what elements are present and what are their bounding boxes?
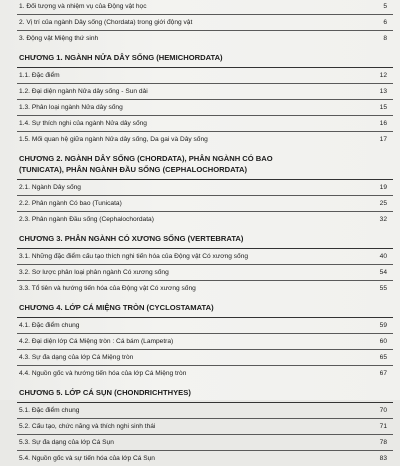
- toc-entry-title: 2.1. Ngành Dây sống: [19, 184, 81, 191]
- toc-entry-title: 4.1. Đặc điểm chung: [19, 322, 80, 329]
- toc-entry: [17, 435, 393, 451]
- toc-entry: [17, 366, 393, 381]
- toc-entry-title: 4.4. Nguồn gốc và hướng tiến hóa của lớp Cá Miệng tròn: [19, 370, 187, 377]
- toc-entry-title: 1.2. Đại diện ngành Nửa dây sống - Sun dải: [19, 88, 148, 95]
- toc-entry: [17, 334, 393, 350]
- toc-entry-title: 4.3. Sự đa dạng của lớp Cá Miệng tròn: [19, 354, 134, 361]
- toc-entry-title: 3.1. Những đặc điểm cấu tạo thích nghi tiến hóa của Động vật Có xương sống: [19, 253, 249, 260]
- toc-entry: [17, 265, 393, 281]
- chapter-heading: [17, 296, 393, 318]
- toc-entry: [17, 350, 393, 366]
- toc-entry-title: 2.3. Phân ngành Đầu sống (Cephalochordata): [19, 216, 154, 223]
- toc-entry: [17, 281, 393, 296]
- toc-entry: [17, 212, 393, 227]
- toc-entry-page: 13: [379, 88, 387, 95]
- chapter-heading: [17, 46, 393, 68]
- toc-entry-page: 67: [379, 370, 387, 377]
- chapter-heading-line: CHƯƠNG 4. LỚP CÁ MIỆNG TRÒN (CYCLOSTAMATA): [19, 303, 214, 312]
- toc-entry-title: 5.1. Đặc điểm chung: [19, 407, 80, 414]
- toc-entry: [17, 84, 393, 100]
- toc-entry-title: 3.2. Sơ lược phân loại phân ngành Có xương sống: [19, 269, 169, 276]
- toc-entry-page: 19: [379, 184, 387, 191]
- chapter-heading-line: (TUNICATA), PHÂN NGÀNH ĐẦU SỐNG (CEPHALOCHORDATA): [19, 165, 248, 174]
- toc-entry-page: 5: [383, 3, 387, 10]
- toc-entry: [17, 68, 393, 84]
- toc-entry-page: 70: [379, 407, 387, 414]
- toc-entry: [17, 180, 393, 196]
- toc-entry-title: 1.1. Đặc điểm: [19, 72, 60, 79]
- toc-entry: [17, 116, 393, 132]
- toc-entry-title: 4.2. Đại diện lớp Cá Miệng tròn : Cá bám (Lampetra): [19, 338, 174, 345]
- toc-entry: [17, 132, 393, 147]
- toc-entry-page: 71: [379, 423, 387, 430]
- toc-entry: [17, 419, 393, 435]
- chapter-heading: [17, 147, 393, 180]
- toc-entry-page: 16: [379, 120, 387, 127]
- toc-entry-title: 1.3. Phân loại ngành Nửa dây sống: [19, 104, 123, 111]
- toc-entry: [17, 15, 393, 31]
- toc-entry: [17, 100, 393, 116]
- toc-entry-title: 5.2. Cấu tạo, chức năng và thích nghi sinh thái: [19, 423, 156, 430]
- toc-entry: [17, 31, 393, 46]
- toc-entry: [17, 249, 393, 265]
- toc-entry-page: 59: [379, 322, 387, 329]
- toc-entry-page: 65: [379, 354, 387, 361]
- chapter-heading-line: CHƯƠNG 5. LỚP CÁ SỤN (CHONDRICHTHYES): [19, 388, 191, 397]
- toc-entry: [17, 0, 393, 15]
- toc-entry-title: 2. Vị trí của ngành Dây sống (Chordata) trong giới động vật: [19, 19, 193, 26]
- toc-entry: [17, 403, 393, 419]
- toc-entry-title: 5.3. Sự đa dạng của lớp Cá Sụn: [19, 439, 114, 446]
- toc-entry-title: 1.5. Mối quan hệ giữa ngành Nửa dây sống, Da gai và Dây sống: [19, 136, 208, 143]
- table-of-contents: [17, 0, 393, 466]
- chapter-heading-line: CHƯƠNG 1. NGÀNH NỬA DÂY SỐNG (HEMICHORDATA): [19, 53, 223, 62]
- toc-entry-page: 15: [379, 104, 387, 111]
- chapter-heading: [17, 381, 393, 403]
- toc-entry-page: 17: [379, 136, 387, 143]
- toc-entry-title: 5.4. Nguồn gốc và sự tiến hóa của lớp Cá Sụn: [19, 455, 155, 462]
- toc-entry: [17, 451, 393, 466]
- toc-entry-title: 1. Đối tượng và nhiệm vụ của Động vật học: [19, 3, 147, 10]
- toc-entry-page: 8: [383, 35, 387, 42]
- toc-entry-page: 55: [379, 285, 387, 292]
- toc-entry-page: 54: [379, 269, 387, 276]
- toc-entry-page: 25: [379, 200, 387, 207]
- chapter-heading: [17, 227, 393, 249]
- toc-entry-page: 40: [379, 253, 387, 260]
- toc-entry-page: 32: [379, 216, 387, 223]
- toc-entry: [17, 318, 393, 334]
- toc-entry-title: 2.2. Phân ngành Có bao (Tunicata): [19, 200, 122, 207]
- chapter-heading-line: CHƯƠNG 2. NGÀNH DÂY SỐNG (CHORDATA), PHÂN NGÀNH CÓ BAO: [19, 154, 273, 163]
- toc-entry-page: 78: [379, 439, 387, 446]
- toc-entry-page: 60: [379, 338, 387, 345]
- toc-entry-page: 12: [379, 72, 387, 79]
- chapter-heading-line: CHƯƠNG 3. PHÂN NGÀNH CÓ XƯƠNG SỐNG (VERTEBRATA): [19, 234, 244, 243]
- toc-entry-title: 1.4. Sự thích nghi của ngành Nửa dây sống: [19, 120, 147, 127]
- toc-entry-page: 83: [379, 455, 387, 462]
- toc-entry-page: 6: [383, 19, 387, 26]
- toc-entry-title: 3. Động vật Miệng thứ sinh: [19, 35, 99, 42]
- toc-entry-title: 3.3. Tổ tiên và hướng tiến hóa của Động vật Có xương sống: [19, 285, 196, 292]
- toc-entry: [17, 196, 393, 212]
